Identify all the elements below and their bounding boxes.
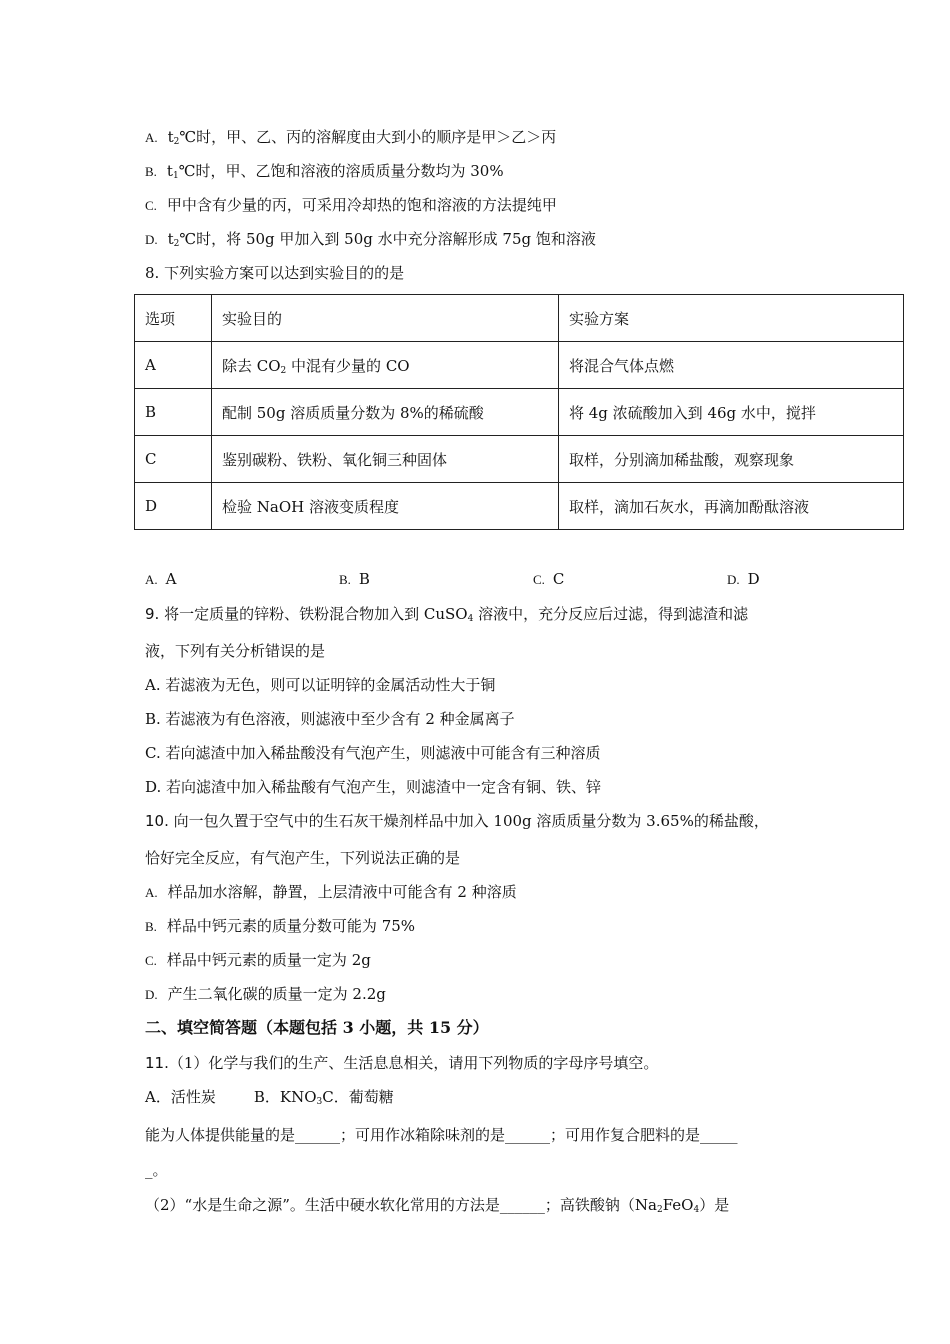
q10-option-d: D. 产生二氧化碳的质量一定为 2.2g <box>145 985 386 1003</box>
table-row <box>135 342 904 389</box>
row-purpose: 检验 NaOH 溶液变质程度 <box>212 483 559 530</box>
q10-stem-line1: 10. 向一包久置于空气中的生石灰干燥剂样品中加入 100g 溶质质量分数为 3.65%的稀盐酸， <box>145 812 769 830</box>
q11-part1: 11.（1）化学与我们的生产、生活息息相关，请用下列物质的字母序号填空。 <box>145 1054 659 1072</box>
q10-stem-line2: 恰好完全反应，有气泡产生，下列说法正确的是 <box>145 849 461 867</box>
section-heading: 二、填空简答题（本题包括 3 小题，共 15 分） <box>145 1018 489 1037</box>
header-purpose: 实验目的 <box>212 295 559 342</box>
table-row <box>135 483 904 530</box>
q11-blanks-line: 能为人体提供能量的是______；可用作冰箱除味剂的是______；可用作复合肥料的是_____ <box>145 1126 738 1144</box>
header-option: 选项 <box>135 295 212 342</box>
table-header-row <box>135 295 904 342</box>
row-plan: 将 4g 浓硫酸加入到 46g 水中，搅拌 <box>559 389 904 436</box>
row-purpose: 除去 $CO_2$ 中混有少量的 CO <box>212 342 559 389</box>
q11-choice-b: B．$KNO_3$ <box>253 1088 323 1107</box>
option-label: C. <box>145 198 157 213</box>
option-label: B. <box>145 164 157 179</box>
q10-option-c: C. 样品中钙元素的质量一定为 2g <box>145 951 371 969</box>
q10-option-b: B. 样品中钙元素的质量分数可能为 75% <box>145 917 416 935</box>
row-option: C <box>135 436 212 483</box>
q11-choices <box>145 1087 394 1107</box>
q8-choice-b: B. B <box>339 570 370 588</box>
q11-choice-c: C．葡萄糖 <box>322 1088 394 1106</box>
row-plan: 取样，分别滴加稀盐酸，观察现象 <box>559 436 904 483</box>
row-plan: 取样，滴加石灰水，再滴加酚酞溶液 <box>559 483 904 530</box>
row-purpose: 配制 50g 溶质质量分数为 8%的稀硫酸 <box>212 389 559 436</box>
q9-option-b: B. 若滤液为有色溶液，则滤液中至少含有 2 种金属离子 <box>145 710 515 728</box>
q9-option-c: C. 若向滤渣中加入稀盐酸没有气泡产生，则滤液中可能含有三种溶质 <box>145 744 601 762</box>
row-option: A <box>135 342 212 389</box>
q11-choice-a: A．活性炭 <box>145 1088 216 1106</box>
q7-option-a: A. $t_2℃$时，甲、乙、丙的溶解度由大到小的顺序是甲＞乙＞丙 <box>145 128 557 147</box>
q9-option-d: D. 若向滤渣中加入稀盐酸有气泡产生，则滤渣中一定含有铜、铁、锌 <box>145 778 602 796</box>
q9-stem-line1: 9. 将一定质量的锌粉、铁粉混合物加入到 CuSO$_4$ 溶液中，充分反应后过滤，得到滤渣和滤 <box>145 605 749 624</box>
experiment-table <box>134 294 904 530</box>
q7-option-c: C. 甲中含有少量的丙，可采用冷却热的饱和溶液的方法提纯甲 <box>145 196 557 214</box>
question-number: 10. <box>145 812 169 830</box>
q9-option-a: A. 若滤液为无色，则可以证明锌的金属活动性大于铜 <box>145 676 496 694</box>
option-label: D. <box>145 232 158 247</box>
table-row <box>135 436 904 483</box>
q10-option-a: A. 样品加水溶解，静置，上层清液中可能含有 2 种溶质 <box>145 883 517 901</box>
q8-choice-a: A. A <box>145 570 177 588</box>
question-number: 11. <box>145 1054 169 1072</box>
row-purpose: 鉴别碳粉、铁粉、氧化铜三种固体 <box>212 436 559 483</box>
row-plan: 将混合气体点燃 <box>559 342 904 389</box>
question-number: 9. <box>145 605 160 623</box>
row-option: B <box>135 389 212 436</box>
header-plan: 实验方案 <box>559 295 904 342</box>
q11-part2: （2）“水是生命之源”。生活中硬水软化常用的方法是______；高铁酸钠$(Na_2FeO_4)$是 <box>145 1196 730 1215</box>
q8-choice-c: C. C <box>533 570 565 588</box>
table-row <box>135 389 904 436</box>
q9-stem-line2: 液，下列有关分析错误的是 <box>145 642 326 660</box>
q8-stem: 8. 下列实验方案可以达到实验目的的是 <box>145 264 405 282</box>
q7-option-d: D. $t_2℃$时，将 50g 甲加入到 50g 水中充分溶解形成 75g 饱和溶液 <box>145 230 596 249</box>
q8-choice-d: D. D <box>727 570 760 588</box>
option-label: A. <box>145 130 158 145</box>
row-option: D <box>135 483 212 530</box>
q7-option-b: B. $t_1℃$时，甲、乙饱和溶液的溶质质量分数均为 30% <box>145 162 504 181</box>
q11-blanks-tail: _。 <box>145 1161 168 1179</box>
